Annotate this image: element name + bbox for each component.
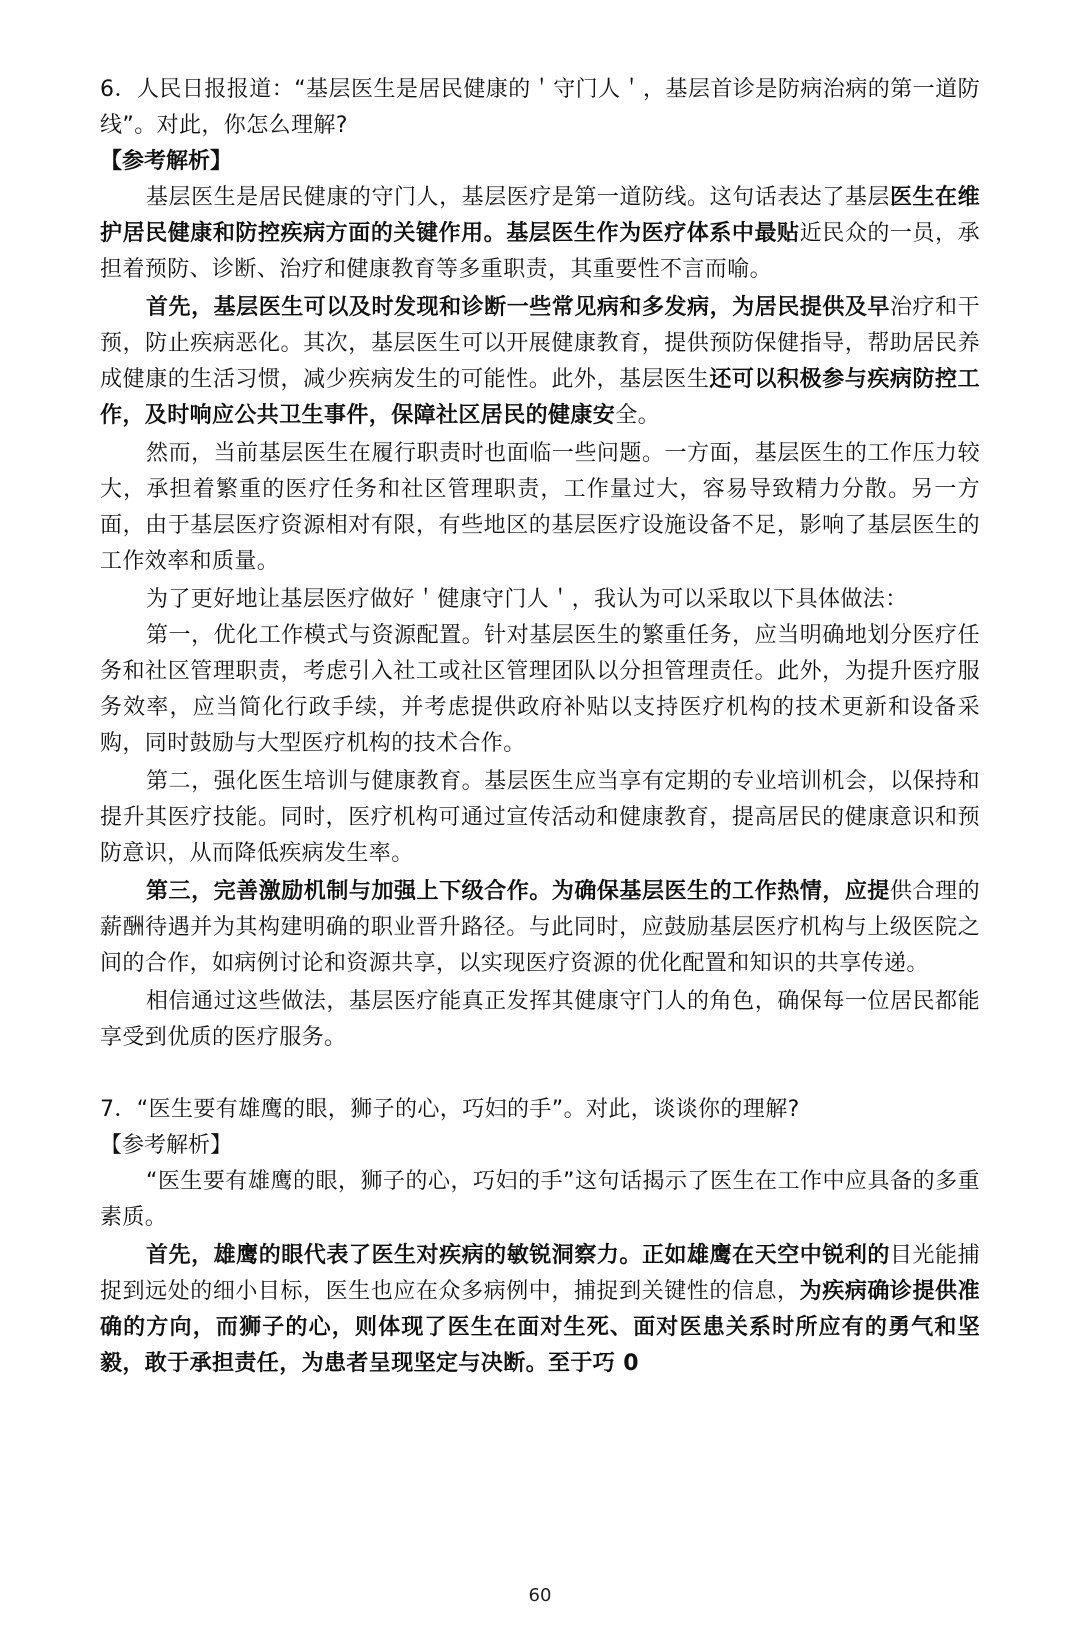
page-number: 60 [528, 1585, 552, 1606]
q7-paragraph-2 [100, 1238, 980, 1382]
q6-p2-text-d: 全。 [615, 403, 661, 428]
section-gap [100, 1056, 980, 1092]
answer-label-7: 【参考解析】 [100, 1133, 233, 1158]
q7-p2-text-b: 目光能捕捉到远处的细小目标，医生也应在众多病例中，捕捉到关键性的信息， [100, 1243, 981, 1304]
q7-p2-text-a: 首先，雄鹰的眼代表了医生对疾病的敏锐洞察力。正如雄鹰在天空中锐利的 [146, 1243, 890, 1268]
q7-paragraph-1: “医生要有雄鹰的眼，狮子的心，巧妇的手”这句话揭示了医生在工作中应具备的多重素质。 [100, 1169, 980, 1230]
q6-p1-text-c: 近民众的一员，承担着预防、诊断、治疗和健康教育等多重职责，其重要性不言而喻。 [100, 221, 981, 282]
q6-p2-text-b: 治疗和干预，防止疾病恶化。其次，基层医生可以开展健康教育，提供预防保健指导，帮助居民养成健康的生活习惯，减少疾病发生的可能性。此外，基层医生 [100, 295, 981, 392]
q6-paragraph-5: 第一，优化工作模式与资源配置。针对基层医生的繁重任务，应当明确地划分医疗任务和社区管理职责，考虑引入社工或社区管理团队以分担管理责任。此外，为提升医疗服务效率，应当简化行政手续，并考虑提供政府补贴以支持医疗机构的技术更新和设备采购，同时鼓励与大型医疗机构的技术合作。 [100, 623, 980, 756]
q6-paragraph-8: 相信通过这些做法，基层医疗能真正发挥其健康守门人的角色，确保每一位居民都能享受到优质的医疗服务。 [100, 989, 980, 1050]
q6-paragraph-3: 然而，当前基层医生在履行职责时也面临一些问题。一方面，基层医生的工作压力较大，承担着繁重的医疗任务和社区管理职责，工作量过大，容易导致精力分散。另一方面，由于基层医疗资源相对有限，有些地区的基层医疗设施设备不足，影响了基层医生的工作效率和质量。 [100, 441, 980, 574]
q6-p2-text-a: 首先，基层医生可以及时发现和诊断一些常见病和多发病，为居民提供及早 [146, 295, 890, 320]
q6-paragraph-1 [100, 180, 980, 288]
q6-p7-text-a: 第三，完善激励机制与加强上下级合作。为确保基层医生的工作热情，应提 [146, 879, 890, 904]
q6-p7-text-b: 供合理的薪酬待遇并为其构建明确的职业晋升路径。与此同时，应鼓励基层医疗机构与上级医院之间的合作，如病例讨论和资源共享，以实现医疗资源的优化配置和知识的共享传递。 [100, 879, 981, 976]
q6-p1-text-a: 基层医生是居民健康的守门人，基层医疗是第一道防线。这句话表达了基层 [146, 185, 890, 210]
q6-paragraph-2 [100, 290, 980, 434]
q6-p2-text-c: 还可以积极参与疾病防控工作，及时响应公共卫生事件，保障社区居民的健康安 [100, 367, 980, 428]
q6-paragraph-6: 第二，强化医生培训与健康教育。基层医生应当享有定期的专业培训机会，以保持和提升其医疗技能。同时，医疗机构可通过宣传活动和健康教育，提高居民的健康意识和预防意识，从而降低疾病发生率。 [100, 769, 980, 866]
question-7: 7．“医生要有雄鹰的眼，狮子的心，巧妇的手”。对此，谈谈你的理解? [100, 1097, 800, 1122]
q6-paragraph-7 [100, 874, 980, 982]
q6-paragraph-4: 为了更好地让基层医疗做好＇健康守门人＇，我认为可以采取以下具体做法： [146, 587, 908, 612]
q7-p2-text-c: 为疾病确诊提供准确的方向，而狮子的心，则体现了医生在面对生死、面对医患关系时所应有的勇气和坚毅，敢于承担责任，为患者呈现坚定与决断。至于巧 0 [100, 1279, 981, 1376]
question-6: 6．人民日报报道：“基层医生是居民健康的＇守门人＇，基层首诊是防病治病的第一道防线”。对此，你怎么理解? [100, 77, 980, 138]
q6-p1-text-b: 医生在维护居民健康和防控疾病方面的关键作用。基层医生作为医疗体系中最贴 [100, 185, 981, 246]
document-page [100, 72, 980, 1382]
answer-label-6: 【参考解析】 [100, 149, 233, 174]
